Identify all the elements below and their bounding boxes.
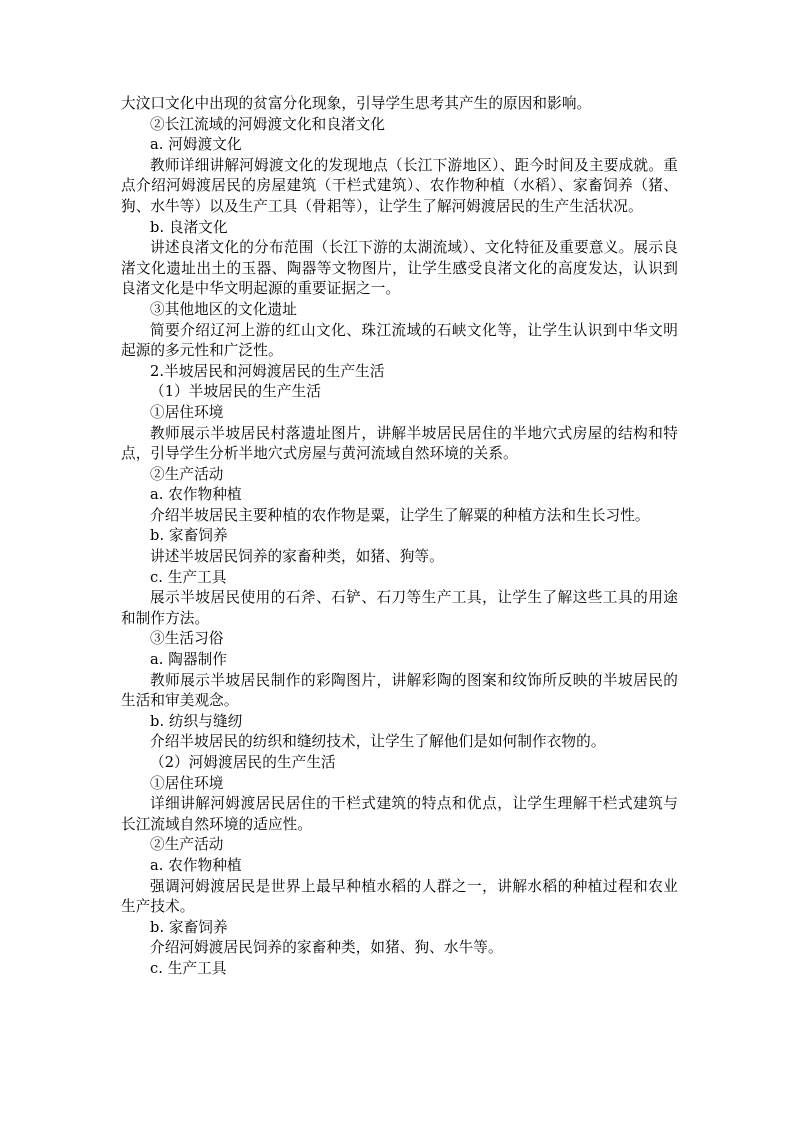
section-heading: a. 河姆渡文化 — [150, 136, 242, 154]
paragraph: 讲述半坡居民饲养的家畜种类，如猪、狗等。 — [150, 548, 444, 566]
paragraph: 介绍河姆渡居民饲养的家畜种类，如猪、狗、水牛等。 — [150, 939, 503, 957]
section-heading: （2）河姆渡居民的生产生活 — [150, 754, 336, 771]
section-heading: ③其他地区的文化遗址 — [150, 300, 297, 318]
section-heading: c. 生产工具 — [150, 959, 227, 977]
paragraph: 教师展示半坡居民村落遗址图片，讲解半坡居民居住的半地穴式房屋的结构和特点，引导学生分析半地穴式房屋与黄河流域自然环境的关系。 — [121, 424, 678, 463]
paragraph: 强调河姆渡居民是世界上最早种植水稻的人群之一，讲解水稻的种植过程和农业生产技术。 — [121, 877, 678, 916]
section-heading: （1）半坡居民的生产生活 — [150, 383, 322, 401]
section-heading: ①居住环境 — [150, 403, 224, 421]
section-heading: b. 家畜饲养 — [150, 527, 228, 545]
paragraph: 教师详细讲解河姆渡文化的发现地点（长江下游地区）、距今时间及主要成就。重点介绍河姆渡居民的房屋建筑（干栏式建筑）、农作物种植（水稻）、家畜饲养（猪、狗、水牛等）以及生产工具（骨耜等），让学生了解河姆渡居民的生产生活状况。 — [121, 156, 678, 215]
section-heading: c. 生产工具 — [150, 568, 227, 586]
section-heading: ③生活习俗 — [150, 630, 224, 648]
paragraph-continuation: 大汶口文化中出现的贫富分化现象，引导学生思考其产生的原因和影响。 — [121, 95, 592, 112]
section-heading: b. 家畜饲养 — [150, 918, 228, 936]
section-heading: ②生产活动 — [150, 836, 224, 854]
section-heading: a. 农作物种植 — [150, 856, 242, 874]
paragraph: 介绍半坡居民的纺织和缝纫技术，让学生了解他们是如何制作衣物的。 — [150, 733, 606, 751]
section-heading: ②生产活动 — [150, 465, 224, 483]
section-heading: 2.半坡居民和河姆渡居民的生产生活 — [150, 362, 385, 380]
section-heading: a. 农作物种植 — [150, 486, 242, 504]
paragraph: 详细讲解河姆渡居民居住的干栏式建筑的特点和优点，让学生理解干栏式建筑与长江流域自然环境的适应性。 — [121, 795, 678, 833]
section-heading: ②长江流域的河姆渡文化和良渚文化 — [150, 115, 386, 133]
paragraph: 讲述良渚文化的分布范围（长江下游的太湖流域）、文化特征及重要意义。展示良渚文化遗址出土的玉器、陶器等文物图片，让学生感受良渚文化的高度发达，认识到良渚文化是中华文明起源的重要证据之一。 — [121, 239, 678, 298]
paragraph: 展示半坡居民使用的石斧、石铲、石刀等生产工具，让学生了解这些工具的用途和制作方法。 — [121, 589, 678, 627]
section-heading: a. 陶器制作 — [150, 651, 228, 669]
paragraph: 简要介绍辽河上游的红山文化、珠江流域的石峡文化等，让学生认识到中华文明起源的多元性和广泛性。 — [121, 321, 678, 360]
section-heading: ①居住环境 — [150, 774, 224, 792]
section-heading: b. 良渚文化 — [150, 218, 228, 236]
paragraph: 教师展示半坡居民制作的彩陶图片，讲解彩陶的图案和纹饰所反映的半坡居民的生活和审美观念。 — [121, 671, 678, 710]
section-heading: b. 纺织与缝纫 — [150, 712, 243, 730]
paragraph: 介绍半坡居民主要种植的农作物是粟，让学生了解粟的种植方法和生长习性。 — [150, 506, 650, 524]
